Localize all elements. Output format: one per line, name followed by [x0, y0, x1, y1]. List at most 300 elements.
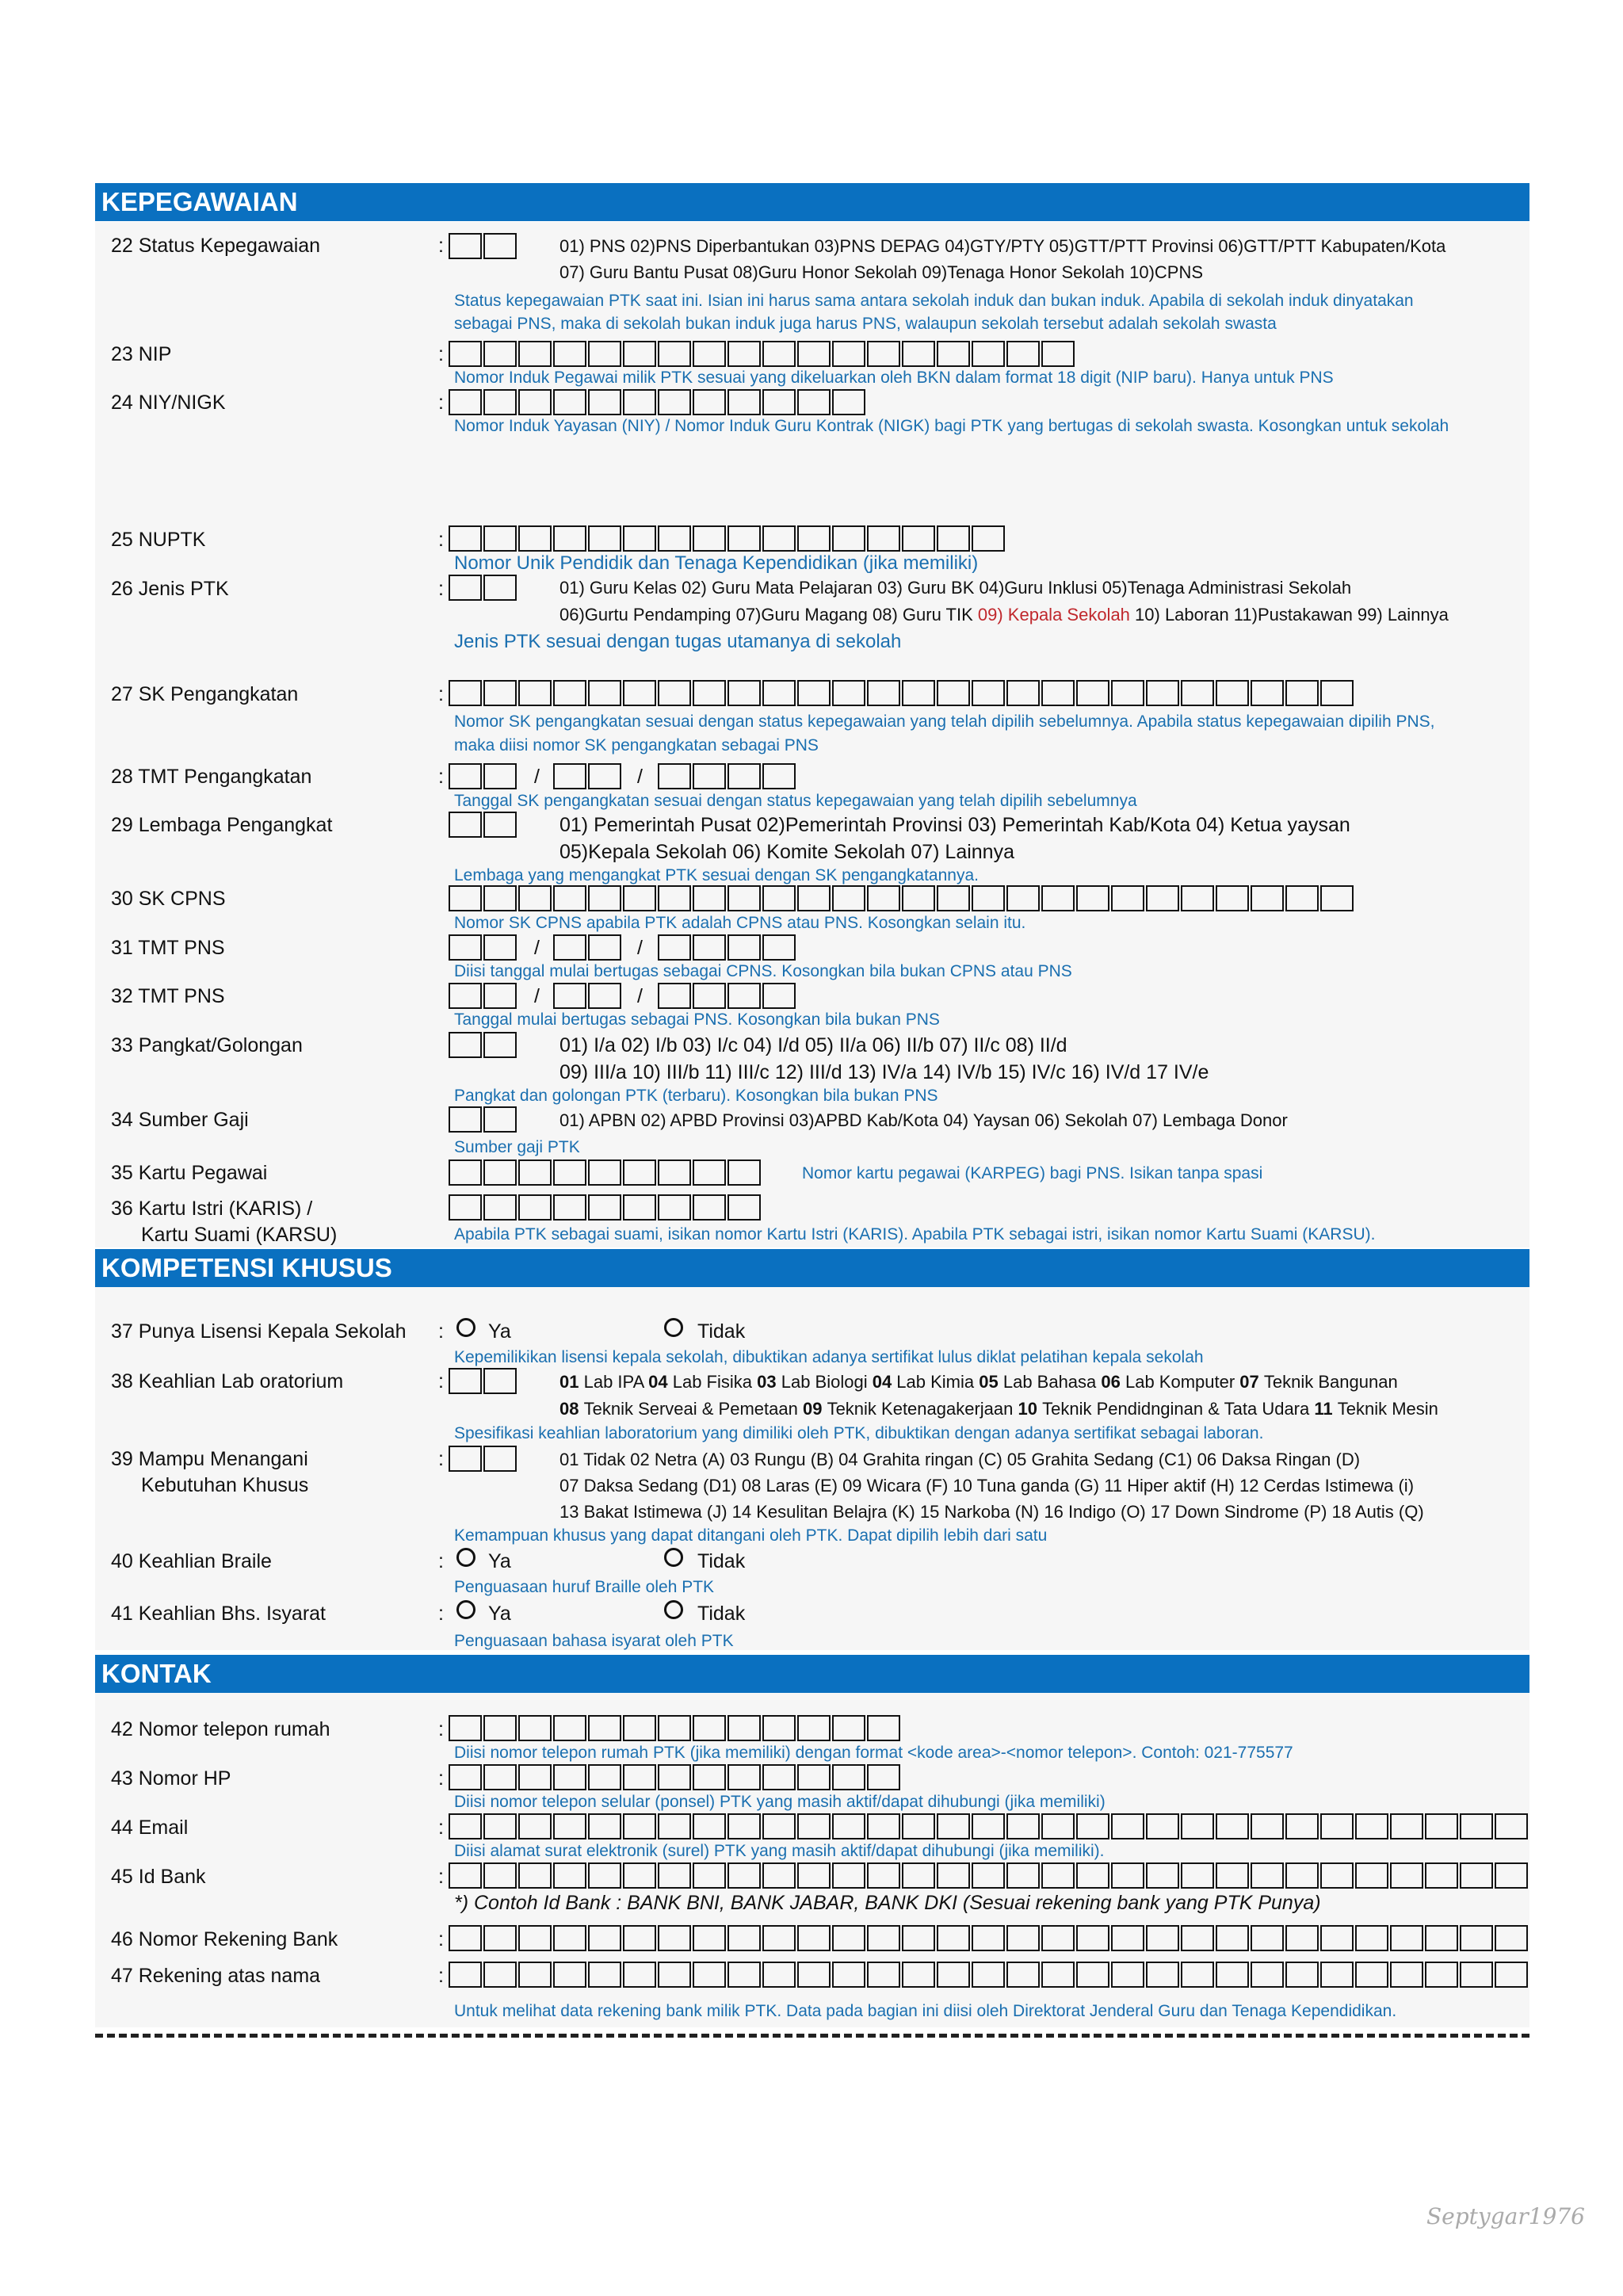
- input-boxes-46[interactable]: [449, 1925, 1529, 1951]
- char-box[interactable]: [623, 341, 656, 367]
- char-box[interactable]: [449, 1813, 482, 1839]
- radio-40-tidak[interactable]: [664, 1548, 683, 1567]
- char-box[interactable]: [1216, 1925, 1249, 1951]
- char-box[interactable]: [1460, 1813, 1493, 1839]
- char-box[interactable]: [483, 1715, 517, 1741]
- char-box[interactable]: [553, 1925, 586, 1951]
- char-box[interactable]: [483, 1194, 517, 1221]
- char-box[interactable]: [658, 1813, 691, 1839]
- input-boxes-42[interactable]: [449, 1715, 902, 1741]
- char-box[interactable]: [483, 983, 517, 1009]
- date-month-boxes-31[interactable]: [553, 934, 623, 961]
- char-box[interactable]: [483, 389, 517, 415]
- char-box[interactable]: [588, 389, 621, 415]
- char-box[interactable]: [727, 1962, 761, 1988]
- char-box[interactable]: [972, 525, 1005, 552]
- char-box[interactable]: [658, 341, 691, 367]
- char-box[interactable]: [727, 389, 761, 415]
- char-box[interactable]: [797, 1925, 831, 1951]
- char-box[interactable]: [1041, 341, 1075, 367]
- char-box[interactable]: [1320, 1925, 1354, 1951]
- char-box[interactable]: [1041, 1862, 1075, 1889]
- char-box[interactable]: [832, 1925, 865, 1951]
- char-box[interactable]: [588, 1813, 621, 1839]
- date-day-boxes-31[interactable]: [449, 934, 518, 961]
- char-box[interactable]: [1041, 1925, 1075, 1951]
- char-box[interactable]: [797, 1862, 831, 1889]
- char-box[interactable]: [658, 1764, 691, 1790]
- char-box[interactable]: [518, 1715, 552, 1741]
- char-box[interactable]: [623, 525, 656, 552]
- char-box[interactable]: [518, 1925, 552, 1951]
- char-box[interactable]: [832, 1962, 865, 1988]
- char-box[interactable]: [483, 885, 517, 911]
- char-box[interactable]: [1285, 1962, 1319, 1988]
- char-box[interactable]: [693, 885, 726, 911]
- char-box[interactable]: [553, 525, 586, 552]
- char-box[interactable]: [1425, 1925, 1458, 1951]
- char-box[interactable]: [518, 680, 552, 706]
- char-box[interactable]: [693, 389, 726, 415]
- char-box[interactable]: [1006, 885, 1040, 911]
- char-box[interactable]: [727, 1925, 761, 1951]
- char-box[interactable]: [762, 1862, 796, 1889]
- input-boxes-26[interactable]: [449, 575, 518, 601]
- char-box[interactable]: [762, 1764, 796, 1790]
- date-month-boxes-28[interactable]: [553, 763, 623, 789]
- char-box[interactable]: [483, 934, 517, 961]
- char-box[interactable]: [797, 680, 831, 706]
- char-box[interactable]: [867, 341, 900, 367]
- char-box[interactable]: [1076, 680, 1109, 706]
- char-box[interactable]: [727, 983, 761, 1009]
- char-box[interactable]: [832, 1813, 865, 1839]
- char-box[interactable]: [867, 1715, 900, 1741]
- char-box[interactable]: [623, 1194, 656, 1221]
- char-box[interactable]: [588, 1764, 621, 1790]
- char-box[interactable]: [1425, 1862, 1458, 1889]
- char-box[interactable]: [553, 1862, 586, 1889]
- char-box[interactable]: [902, 1813, 935, 1839]
- char-box[interactable]: [483, 1159, 517, 1186]
- char-box[interactable]: [658, 983, 691, 1009]
- radio-41-ya[interactable]: [456, 1600, 475, 1619]
- char-box[interactable]: [693, 1715, 726, 1741]
- char-box[interactable]: [1460, 1925, 1493, 1951]
- char-box[interactable]: [797, 885, 831, 911]
- char-box[interactable]: [762, 680, 796, 706]
- char-box[interactable]: [588, 341, 621, 367]
- char-box[interactable]: [1006, 1862, 1040, 1889]
- char-box[interactable]: [1251, 680, 1284, 706]
- char-box[interactable]: [727, 1764, 761, 1790]
- char-box[interactable]: [449, 1764, 482, 1790]
- char-box[interactable]: [762, 1715, 796, 1741]
- char-box[interactable]: [693, 1962, 726, 1988]
- input-boxes-34[interactable]: [449, 1106, 518, 1133]
- input-boxes-24[interactable]: [449, 389, 867, 415]
- char-box[interactable]: [972, 680, 1005, 706]
- char-box[interactable]: [623, 885, 656, 911]
- char-box[interactable]: [553, 885, 586, 911]
- char-box[interactable]: [1111, 1925, 1144, 1951]
- char-box[interactable]: [972, 341, 1005, 367]
- char-box[interactable]: [553, 934, 586, 961]
- char-box[interactable]: [588, 1159, 621, 1186]
- char-box[interactable]: [553, 763, 586, 789]
- char-box[interactable]: [693, 1194, 726, 1221]
- char-box[interactable]: [867, 680, 900, 706]
- char-box[interactable]: [518, 389, 552, 415]
- char-box[interactable]: [1181, 1813, 1214, 1839]
- char-box[interactable]: [1216, 885, 1249, 911]
- input-boxes-39[interactable]: [449, 1446, 518, 1472]
- char-box[interactable]: [449, 885, 482, 911]
- char-box[interactable]: [623, 680, 656, 706]
- char-box[interactable]: [449, 1106, 482, 1133]
- char-box[interactable]: [972, 1925, 1005, 1951]
- char-box[interactable]: [832, 341, 865, 367]
- date-year-boxes-28[interactable]: [658, 763, 797, 789]
- char-box[interactable]: [867, 885, 900, 911]
- char-box[interactable]: [1146, 680, 1179, 706]
- char-box[interactable]: [623, 1962, 656, 1988]
- char-box[interactable]: [483, 1862, 517, 1889]
- char-box[interactable]: [658, 1862, 691, 1889]
- char-box[interactable]: [693, 934, 726, 961]
- input-boxes-25[interactable]: [449, 525, 1006, 552]
- char-box[interactable]: [762, 389, 796, 415]
- char-box[interactable]: [588, 763, 621, 789]
- char-box[interactable]: [658, 389, 691, 415]
- char-box[interactable]: [972, 1962, 1005, 1988]
- char-box[interactable]: [762, 763, 796, 789]
- char-box[interactable]: [1181, 1862, 1214, 1889]
- char-box[interactable]: [1181, 680, 1214, 706]
- char-box[interactable]: [972, 1862, 1005, 1889]
- char-box[interactable]: [658, 1962, 691, 1988]
- char-box[interactable]: [727, 885, 761, 911]
- char-box[interactable]: [1216, 1962, 1249, 1988]
- char-box[interactable]: [483, 1925, 517, 1951]
- input-boxes-30[interactable]: [449, 885, 1355, 911]
- char-box[interactable]: [553, 1962, 586, 1988]
- char-box[interactable]: [483, 763, 517, 789]
- char-box[interactable]: [1041, 1962, 1075, 1988]
- char-box[interactable]: [658, 763, 691, 789]
- char-box[interactable]: [449, 389, 482, 415]
- char-box[interactable]: [902, 1962, 935, 1988]
- date-day-boxes-28[interactable]: [449, 763, 518, 789]
- char-box[interactable]: [449, 1032, 482, 1058]
- char-box[interactable]: [1320, 1813, 1354, 1839]
- char-box[interactable]: [832, 680, 865, 706]
- char-box[interactable]: [588, 983, 621, 1009]
- input-boxes-22[interactable]: [449, 233, 518, 259]
- char-box[interactable]: [483, 1032, 517, 1058]
- char-box[interactable]: [1216, 1862, 1249, 1889]
- input-boxes-27[interactable]: [449, 680, 1355, 706]
- char-box[interactable]: [867, 1813, 900, 1839]
- char-box[interactable]: [449, 233, 482, 259]
- char-box[interactable]: [832, 525, 865, 552]
- char-box[interactable]: [693, 525, 726, 552]
- char-box[interactable]: [518, 1962, 552, 1988]
- char-box[interactable]: [1285, 680, 1319, 706]
- char-box[interactable]: [1320, 1862, 1354, 1889]
- char-box[interactable]: [449, 1446, 482, 1472]
- char-box[interactable]: [623, 1159, 656, 1186]
- char-box[interactable]: [553, 680, 586, 706]
- char-box[interactable]: [1146, 1925, 1179, 1951]
- char-box[interactable]: [623, 1715, 656, 1741]
- char-box[interactable]: [1146, 1862, 1179, 1889]
- char-box[interactable]: [623, 1813, 656, 1839]
- char-box[interactable]: [449, 1194, 482, 1221]
- char-box[interactable]: [518, 341, 552, 367]
- char-box[interactable]: [449, 1715, 482, 1741]
- char-box[interactable]: [553, 1813, 586, 1839]
- input-boxes-43[interactable]: [449, 1764, 902, 1790]
- char-box[interactable]: [518, 1194, 552, 1221]
- char-box[interactable]: [1320, 1962, 1354, 1988]
- char-box[interactable]: [623, 1764, 656, 1790]
- char-box[interactable]: [797, 1962, 831, 1988]
- char-box[interactable]: [937, 525, 970, 552]
- char-box[interactable]: [553, 341, 586, 367]
- char-box[interactable]: [1006, 341, 1040, 367]
- date-month-boxes-32[interactable]: [553, 983, 623, 1009]
- char-box[interactable]: [1390, 1813, 1423, 1839]
- char-box[interactable]: [658, 1715, 691, 1741]
- char-box[interactable]: [588, 934, 621, 961]
- char-box[interactable]: [1495, 1862, 1528, 1889]
- char-box[interactable]: [693, 1925, 726, 1951]
- char-box[interactable]: [1076, 1862, 1109, 1889]
- char-box[interactable]: [832, 1764, 865, 1790]
- char-box[interactable]: [1355, 1925, 1388, 1951]
- char-box[interactable]: [1111, 1862, 1144, 1889]
- char-box[interactable]: [1251, 1862, 1284, 1889]
- char-box[interactable]: [762, 525, 796, 552]
- char-box[interactable]: [693, 763, 726, 789]
- char-box[interactable]: [553, 1715, 586, 1741]
- char-box[interactable]: [518, 1813, 552, 1839]
- char-box[interactable]: [1006, 1962, 1040, 1988]
- char-box[interactable]: [449, 934, 482, 961]
- char-box[interactable]: [762, 934, 796, 961]
- char-box[interactable]: [449, 341, 482, 367]
- char-box[interactable]: [727, 341, 761, 367]
- radio-37-tidak[interactable]: [664, 1318, 683, 1337]
- char-box[interactable]: [902, 885, 935, 911]
- char-box[interactable]: [1390, 1925, 1423, 1951]
- char-box[interactable]: [518, 525, 552, 552]
- char-box[interactable]: [1111, 680, 1144, 706]
- char-box[interactable]: [449, 763, 482, 789]
- char-box[interactable]: [1390, 1962, 1423, 1988]
- char-box[interactable]: [937, 680, 970, 706]
- char-box[interactable]: [762, 1925, 796, 1951]
- char-box[interactable]: [449, 1862, 482, 1889]
- char-box[interactable]: [797, 525, 831, 552]
- char-box[interactable]: [483, 1446, 517, 1472]
- char-box[interactable]: [483, 233, 517, 259]
- char-box[interactable]: [1006, 1925, 1040, 1951]
- char-box[interactable]: [902, 525, 935, 552]
- char-box[interactable]: [483, 525, 517, 552]
- char-box[interactable]: [867, 525, 900, 552]
- char-box[interactable]: [1285, 1813, 1319, 1839]
- char-box[interactable]: [1320, 885, 1354, 911]
- char-box[interactable]: [693, 983, 726, 1009]
- char-box[interactable]: [1285, 885, 1319, 911]
- char-box[interactable]: [1495, 1962, 1528, 1988]
- char-box[interactable]: [449, 525, 482, 552]
- char-box[interactable]: [937, 1813, 970, 1839]
- char-box[interactable]: [658, 1194, 691, 1221]
- date-year-boxes-31[interactable]: [658, 934, 797, 961]
- input-boxes-23[interactable]: [449, 341, 1076, 367]
- char-box[interactable]: [972, 885, 1005, 911]
- char-box[interactable]: [1285, 1862, 1319, 1889]
- input-boxes-29[interactable]: [449, 812, 518, 838]
- char-box[interactable]: [937, 1925, 970, 1951]
- char-box[interactable]: [553, 983, 586, 1009]
- char-box[interactable]: [937, 1862, 970, 1889]
- char-box[interactable]: [762, 341, 796, 367]
- char-box[interactable]: [797, 1764, 831, 1790]
- char-box[interactable]: [449, 812, 482, 838]
- char-box[interactable]: [727, 680, 761, 706]
- char-box[interactable]: [762, 983, 796, 1009]
- char-box[interactable]: [588, 1194, 621, 1221]
- char-box[interactable]: [1251, 885, 1284, 911]
- char-box[interactable]: [518, 1159, 552, 1186]
- char-box[interactable]: [483, 812, 517, 838]
- input-boxes-45[interactable]: [449, 1862, 1529, 1889]
- char-box[interactable]: [658, 934, 691, 961]
- radio-40-ya[interactable]: [456, 1548, 475, 1567]
- char-box[interactable]: [483, 341, 517, 367]
- radio-41-tidak[interactable]: [664, 1600, 683, 1619]
- char-box[interactable]: [832, 885, 865, 911]
- char-box[interactable]: [867, 1925, 900, 1951]
- char-box[interactable]: [727, 1813, 761, 1839]
- char-box[interactable]: [1460, 1862, 1493, 1889]
- char-box[interactable]: [553, 1194, 586, 1221]
- char-box[interactable]: [449, 575, 482, 601]
- char-box[interactable]: [1495, 1813, 1528, 1839]
- char-box[interactable]: [1285, 1925, 1319, 1951]
- char-box[interactable]: [1041, 885, 1075, 911]
- char-box[interactable]: [1355, 1962, 1388, 1988]
- date-year-boxes-32[interactable]: [658, 983, 797, 1009]
- char-box[interactable]: [1181, 885, 1214, 911]
- char-box[interactable]: [727, 525, 761, 552]
- char-box[interactable]: [1146, 1962, 1179, 1988]
- char-box[interactable]: [1251, 1813, 1284, 1839]
- input-boxes-47[interactable]: [449, 1962, 1529, 1988]
- char-box[interactable]: [902, 1925, 935, 1951]
- char-box[interactable]: [483, 1813, 517, 1839]
- char-box[interactable]: [937, 885, 970, 911]
- char-box[interactable]: [588, 525, 621, 552]
- char-box[interactable]: [1425, 1962, 1458, 1988]
- char-box[interactable]: [762, 885, 796, 911]
- char-box[interactable]: [727, 1194, 761, 1221]
- char-box[interactable]: [553, 1159, 586, 1186]
- char-box[interactable]: [1495, 1925, 1528, 1951]
- char-box[interactable]: [449, 680, 482, 706]
- char-box[interactable]: [1076, 885, 1109, 911]
- input-boxes-36[interactable]: [449, 1194, 762, 1221]
- char-box[interactable]: [727, 1715, 761, 1741]
- char-box[interactable]: [693, 1862, 726, 1889]
- char-box[interactable]: [1251, 1925, 1284, 1951]
- char-box[interactable]: [727, 763, 761, 789]
- char-box[interactable]: [1425, 1813, 1458, 1839]
- char-box[interactable]: [832, 389, 865, 415]
- char-box[interactable]: [1390, 1862, 1423, 1889]
- char-box[interactable]: [518, 1862, 552, 1889]
- char-box[interactable]: [483, 1764, 517, 1790]
- char-box[interactable]: [693, 1159, 726, 1186]
- char-box[interactable]: [797, 341, 831, 367]
- char-box[interactable]: [449, 1368, 482, 1394]
- char-box[interactable]: [1355, 1862, 1388, 1889]
- char-box[interactable]: [1216, 680, 1249, 706]
- char-box[interactable]: [762, 1962, 796, 1988]
- char-box[interactable]: [658, 885, 691, 911]
- char-box[interactable]: [483, 1106, 517, 1133]
- char-box[interactable]: [727, 934, 761, 961]
- char-box[interactable]: [693, 1764, 726, 1790]
- char-box[interactable]: [1076, 1813, 1109, 1839]
- char-box[interactable]: [449, 1962, 482, 1988]
- char-box[interactable]: [762, 1813, 796, 1839]
- char-box[interactable]: [483, 1368, 517, 1394]
- char-box[interactable]: [623, 389, 656, 415]
- char-box[interactable]: [797, 1813, 831, 1839]
- input-boxes-38[interactable]: [449, 1368, 518, 1394]
- char-box[interactable]: [902, 680, 935, 706]
- char-box[interactable]: [553, 389, 586, 415]
- char-box[interactable]: [1041, 1813, 1075, 1839]
- char-box[interactable]: [867, 1764, 900, 1790]
- char-box[interactable]: [588, 885, 621, 911]
- char-box[interactable]: [588, 1925, 621, 1951]
- char-box[interactable]: [797, 1715, 831, 1741]
- char-box[interactable]: [727, 1862, 761, 1889]
- char-box[interactable]: [483, 680, 517, 706]
- char-box[interactable]: [623, 1862, 656, 1889]
- char-box[interactable]: [553, 1764, 586, 1790]
- char-box[interactable]: [1146, 885, 1179, 911]
- char-box[interactable]: [867, 1862, 900, 1889]
- date-day-boxes-32[interactable]: [449, 983, 518, 1009]
- char-box[interactable]: [449, 1159, 482, 1186]
- char-box[interactable]: [483, 1962, 517, 1988]
- char-box[interactable]: [1006, 680, 1040, 706]
- char-box[interactable]: [449, 983, 482, 1009]
- input-boxes-35[interactable]: [449, 1159, 762, 1186]
- char-box[interactable]: [937, 1962, 970, 1988]
- char-box[interactable]: [1181, 1925, 1214, 1951]
- char-box[interactable]: [1076, 1925, 1109, 1951]
- char-box[interactable]: [1355, 1813, 1388, 1839]
- char-box[interactable]: [1111, 1962, 1144, 1988]
